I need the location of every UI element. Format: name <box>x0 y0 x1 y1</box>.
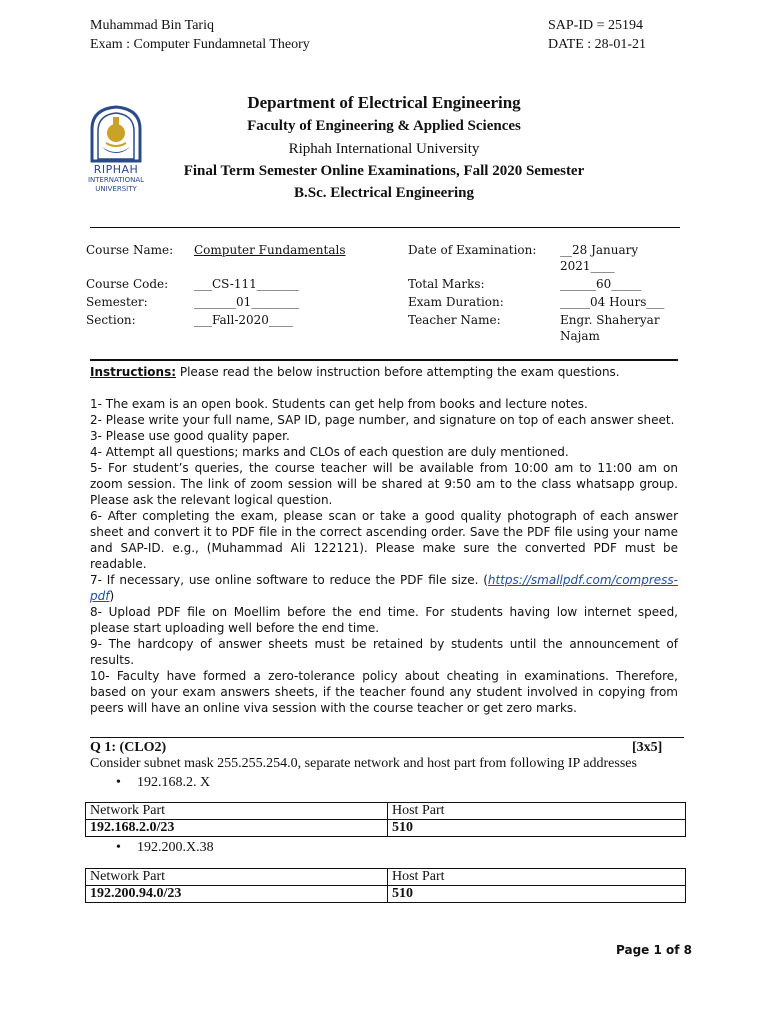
instruction-item: 5- For student’s queries, the course teacher will be available from 10:00 am to 11:00 am on zoom session. The link of zoom session will be shared at 9:50 am to the class whatsapp group. Please ask the relevant logical question. <box>90 461 678 507</box>
course-name-label: Course Name: <box>86 243 174 257</box>
faculty-title: Faculty of Engineering & Applied Sciences <box>247 118 521 134</box>
network-part-header: Network Part <box>86 803 388 820</box>
instruction-item: 3- Please use good quality paper. <box>90 429 290 443</box>
logo-subtitle-2: UNIVERSITY <box>95 185 137 193</box>
page-number: Page 1 of 8 <box>616 943 692 957</box>
network-part-header: Network Part <box>86 869 388 886</box>
network-part-value: 192.200.94.0/23 <box>86 886 388 903</box>
logo-wordmark: RIPHAH <box>93 163 139 176</box>
header-divider <box>90 227 680 228</box>
instruction-item: 8- Upload PDF file on Moellim before the end time. For students having low internet speed, please start uploading well before the end time. <box>90 605 678 635</box>
department-title: Department of Electrical Engineering <box>247 93 521 112</box>
instruction-item: 9- The hardcopy of answer sheets must be retained by students until the announcement of results. <box>90 637 678 667</box>
student-name: Muhammad Bin Tariq <box>90 18 214 33</box>
section-label: Section: <box>86 313 136 327</box>
exam-date-label: Date of Examination: <box>408 243 537 257</box>
teacher-name-value-cont: Najam <box>560 329 600 343</box>
ip-address-1: 192.168.2. X <box>137 775 211 790</box>
semester-label: Semester: <box>86 295 148 309</box>
instructions-heading-line <box>90 364 678 380</box>
host-part-value: 510 <box>388 886 686 903</box>
exam-date-value-cont: 2021____ <box>560 259 615 273</box>
logo-subtitle: INTERNATIONAL <box>87 176 145 184</box>
exam-duration-label: Exam Duration: <box>408 295 504 309</box>
bullet-icon: • <box>116 840 121 855</box>
instruction-item: 10- Faculty have formed a zero-tolerance policy about cheating in examinations. Therefore, based on your exam answers sheets, if the teacher found any student involved in copying from peers will have an online viva session with the course teacher or get zero marks. <box>90 669 678 715</box>
network-part-value: 192.168.2.0/23 <box>86 820 388 837</box>
course-name-value: Computer Fundamentals <box>194 243 346 257</box>
instruction-item: 7- If necessary, use online software to reduce the PDF file size. (https://smallpdf.com/compress-pdf) <box>90 573 678 603</box>
smallpdf-link[interactable]: https://smallpdf.com/compress-pdf <box>90 573 678 603</box>
ip-address-2: 192.200.X.38 <box>137 840 214 855</box>
instructions-intro: Please read the below instruction before attempting the exam questions. <box>176 365 620 379</box>
answer-table-1 <box>85 802 686 837</box>
exam-session-title: Final Term Semester Online Examinations, Fall 2020 Semester <box>183 163 585 179</box>
instruction-item: 1- The exam is an open book. Students can get help from books and lecture notes. <box>90 397 588 411</box>
instruction-item: 2- Please write your full name, SAP ID, page number, and signature on top of each answer sheet. <box>90 413 675 427</box>
host-part-header: Host Part <box>388 869 686 886</box>
instruction-item: 6- After completing the exam, please scan or take a good quality photograph of each answer sheet and convert it to PDF file in the correct ascending order. Save the PDF file using your name and SAP-ID. e.g., (Muhammad Ali 122121). Please make sure the converted PDF must be readable. <box>90 509 678 571</box>
course-code-label: Course Code: <box>86 277 169 291</box>
answer-table-2 <box>85 868 686 903</box>
question-marks: [3x5] <box>632 740 663 755</box>
semester-value: _______01________ <box>194 295 300 309</box>
section-value: ___Fall-2020____ <box>194 313 293 327</box>
total-marks-label: Total Marks: <box>408 277 485 291</box>
course-info-divider <box>90 359 678 361</box>
teacher-name-label: Teacher Name: <box>408 313 501 327</box>
sap-id: SAP-ID = 25194 <box>548 18 644 33</box>
instructions-heading: Instructions: <box>90 365 177 379</box>
total-marks-value: ______60_____ <box>560 277 642 291</box>
instructions-divider <box>90 737 684 738</box>
exam-title: Exam : Computer Fundamnetal Theory <box>90 37 310 52</box>
university-name: Riphah International University <box>288 141 480 157</box>
question-title: Q 1: (CLO2) <box>90 740 167 755</box>
question-text: Consider subnet mask 255.255.254.0, separate network and host part from following IP addresses <box>90 756 637 771</box>
exam-date-value: __28 January <box>560 243 639 257</box>
host-part-header: Host Part <box>388 803 686 820</box>
instruction-item: 4- Attempt all questions; marks and CLOs of each question are duly mentioned. <box>90 445 569 459</box>
bullet-icon: • <box>116 775 121 790</box>
exam-duration-value: _____04 Hours___ <box>560 295 665 309</box>
host-part-value: 510 <box>388 820 686 837</box>
exam-date: DATE : 28-01-21 <box>548 37 646 52</box>
teacher-name-value: Engr. Shaheryar <box>560 313 660 327</box>
instructions-section <box>90 364 678 716</box>
program-title: B.Sc. Electrical Engineering <box>294 185 474 201</box>
course-code-value: ___CS-111_______ <box>194 277 299 291</box>
